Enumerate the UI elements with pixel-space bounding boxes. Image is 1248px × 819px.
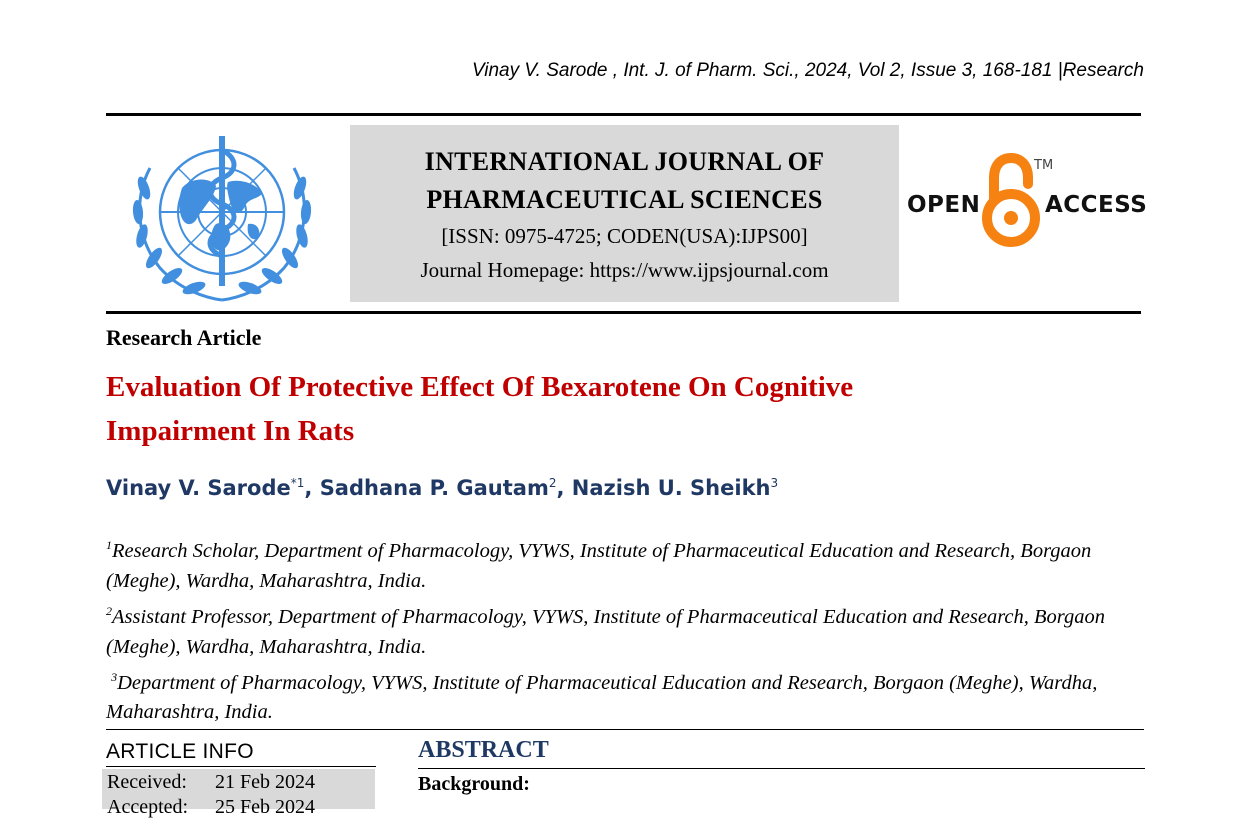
header-bottom-rule — [106, 311, 1141, 314]
open-access-trademark: TM — [1034, 158, 1054, 173]
journal-homepage-link[interactable]: Journal Homepage: https://www.ijpsjournal.com — [420, 258, 829, 282]
affiliation-list — [106, 530, 1151, 727]
author-name: Vinay V. Sarode — [106, 476, 291, 500]
journal-title — [350, 143, 899, 219]
author-affiliation-marker: 3 — [770, 476, 779, 490]
affiliation-marker: 3 — [111, 669, 118, 684]
affiliation-text: Research Scholar, Department of Pharmacology, VYWS, Institute of Pharmaceutical Education and Research, Borgaon (Meghe), Wardha, Maharashtra, India. — [106, 539, 1092, 592]
article-info-heading: ARTICLE INFO — [106, 740, 254, 763]
header-top-rule — [106, 113, 1141, 116]
accepted-row — [107, 796, 315, 819]
abstract-background-label: Background: — [418, 773, 530, 795]
accepted-label: Accepted: — [107, 796, 189, 818]
open-access-label-open: OPEN — [907, 192, 981, 218]
abstract-rule — [418, 768, 1145, 769]
affiliation-item — [106, 662, 1151, 728]
affiliation-item — [106, 530, 1151, 596]
affiliation-text: Assistant Professor, Department of Pharmacology, VYWS, Institute of Pharmaceutical Education and Research, Borgaon (Meghe), Wardha, Maharashtra, India. — [106, 605, 1106, 658]
author-name: Sadhana P. Gautam — [319, 476, 549, 500]
received-date: 21 Feb 2024 — [215, 771, 315, 793]
journal-title-line-2: PHARMACEUTICAL SCIENCES — [426, 185, 823, 214]
world-health-emblem-icon — [120, 128, 325, 306]
affiliation-marker: 2 — [106, 603, 112, 618]
author-affiliation-marker: 2 — [548, 476, 557, 490]
open-access-label-access: ACCESS — [1045, 192, 1148, 218]
affiliation-item — [106, 596, 1151, 662]
received-row — [107, 771, 315, 794]
received-label: Received: — [107, 771, 187, 793]
author-affiliation-marker: *1 — [290, 476, 305, 490]
author-list — [106, 476, 778, 500]
running-header: Vinay V. Sarode , Int. J. of Pharm. Sci., 2024, Vol 2, Issue 3, 168-181 |Research — [471, 60, 1144, 81]
affiliation-marker: 1 — [106, 538, 112, 552]
journal-title-line-1: INTERNATIONAL JOURNAL OF — [424, 147, 825, 176]
section-divider — [106, 729, 1144, 730]
article-type: Research Article — [106, 325, 262, 350]
journal-issn: [ISSN: 0975-4725; CODEN(USA):IJPS00] — [441, 224, 808, 248]
author-name: Nazish U. Sheikh — [571, 476, 771, 500]
author-separator: , — [556, 476, 572, 500]
author-separator: , — [304, 476, 320, 500]
affiliation-text: Department of Pharmacology, VYWS, Institute of Pharmaceutical Education and Research, Borgaon (Meghe), Wardha, Maharashtra, India. — [106, 671, 1098, 724]
open-access-lock-icon — [982, 156, 1040, 248]
article-info-box — [102, 769, 375, 818]
article-info-rule — [106, 766, 376, 767]
abstract-heading: ABSTRACT — [418, 737, 549, 763]
accepted-date: 25 Feb 2024 — [215, 796, 315, 818]
article-title: Evaluation Of Protective Effect Of Bexarotene On Cognitive Impairment In Rats — [106, 371, 854, 447]
journal-banner — [350, 125, 899, 302]
